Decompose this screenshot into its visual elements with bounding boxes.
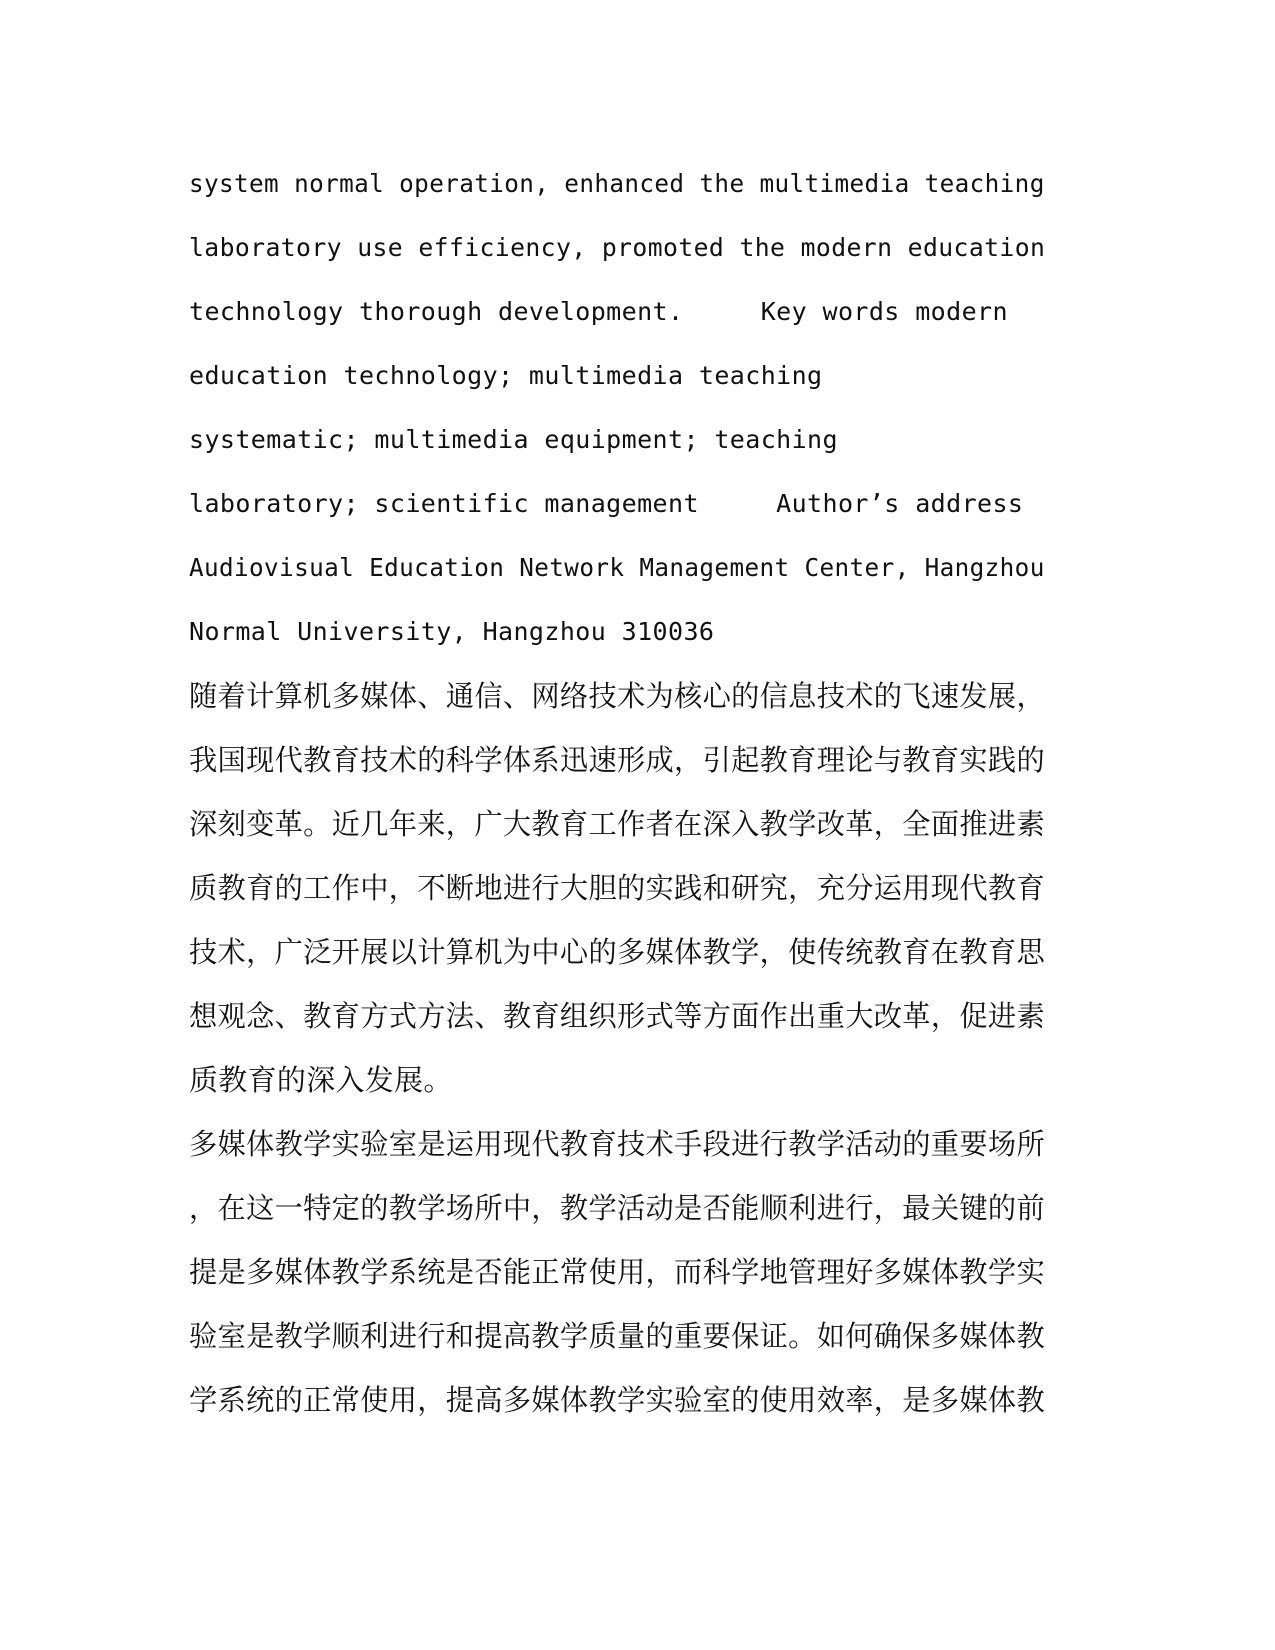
abstract-line: system normal operation, enhanced the multimedia teaching: [189, 169, 1045, 198]
paragraph-line: ，在这一特定的教学场所中，教学活动是否能顺利进行，最关键的前: [189, 1191, 1045, 1225]
paragraph-line: 提是多媒体教学系统是否能正常使用，而科学地管理好多媒体教学实: [189, 1255, 1045, 1289]
abstract-line: Normal University, Hangzhou 310036: [189, 617, 715, 646]
paragraph-line: 我国现代教育技术的科学体系迅速形成，引起教育理论与教育实践的: [189, 743, 1045, 777]
paragraph-line: 验室是教学顺利进行和提高教学质量的重要保证。如何确保多媒体教: [189, 1319, 1045, 1353]
paragraph-line: 质教育的工作中，不断地进行大胆的实践和研究，充分运用现代教育: [189, 871, 1045, 905]
abstract-line: laboratory use efficiency, promoted the modern education: [189, 233, 1046, 262]
abstract-line: Audiovisual Education Network Management Center, Hangzhou: [189, 553, 1045, 582]
paragraph-line: 学系统的正常使用，提高多媒体教学实验室的使用效率，是多媒体教: [189, 1383, 1045, 1417]
abstract-line: technology thorough development. Key words modern: [189, 297, 1008, 326]
paragraph-line: 随着计算机多媒体、通信、网络技术为核心的信息技术的飞速发展，: [189, 679, 1045, 713]
paragraph-line: 深刻变革。近几年来，广大教育工作者在深入教学改革，全面推进素: [189, 807, 1045, 841]
abstract-line: education technology; multimedia teaching: [189, 361, 823, 390]
paragraph-line: 想观念、教育方式方法、教育组织形式等方面作出重大改革，促进素: [189, 999, 1045, 1033]
abstract-line: laboratory; scientific management Author’s address: [189, 489, 1024, 518]
paragraph-line: 质教育的深入发展。: [189, 1063, 453, 1097]
paragraph-line: 多媒体教学实验室是运用现代教育技术手段进行教学活动的重要场所: [189, 1127, 1045, 1161]
abstract-line: systematic; multimedia equipment; teaching: [189, 425, 838, 454]
paragraph-line: 技术，广泛开展以计算机为中心的多媒体教学，使传统教育在教育思: [189, 935, 1045, 969]
